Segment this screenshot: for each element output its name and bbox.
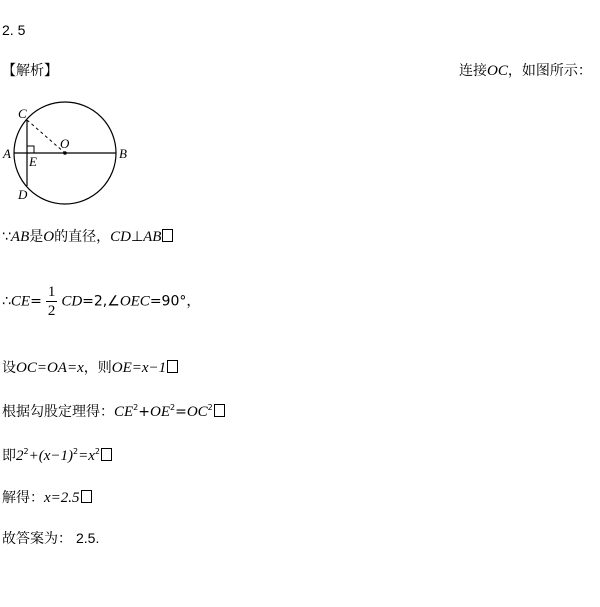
var-oec: OEC — [119, 293, 150, 310]
exp-2: 2 — [133, 403, 139, 412]
label-b: B — [119, 146, 127, 161]
var-cd: CD — [110, 229, 131, 245]
text-namely: 即 — [2, 448, 16, 464]
eq-oe: OE=x−1 — [111, 360, 167, 376]
therefore-symbol: ∴ — [2, 293, 11, 310]
final-answer: 2.5. — [76, 530, 100, 546]
placeholder-box — [162, 229, 173, 242]
fraction-den: 2 — [47, 303, 56, 319]
exp-2: 2 — [23, 447, 29, 456]
placeholder-box — [167, 360, 178, 373]
num-2: 2 — [16, 448, 24, 464]
circle-figure — [0, 98, 140, 208]
plus-sign: + — [138, 404, 150, 420]
text-pythagoras: 根据勾股定理得： — [2, 404, 114, 420]
text-let: 设 — [2, 360, 16, 376]
center-point — [63, 151, 67, 155]
eq-oc-oa: OC=OA=x — [16, 360, 84, 376]
connect-suffix: ，如图所示： — [507, 63, 592, 79]
line-1 — [2, 226, 173, 246]
placeholder-box — [101, 448, 112, 461]
text-solve: 解得： — [2, 490, 44, 506]
solution-expr: x=2.5 — [44, 490, 80, 506]
connect-note — [459, 60, 592, 80]
eq-x: =x — [78, 448, 95, 464]
label-c: C — [18, 106, 27, 121]
line-3 — [2, 357, 178, 377]
var-ab: AB — [10, 229, 30, 245]
fraction-half — [46, 283, 58, 320]
var-oc: OC — [186, 404, 208, 420]
label-o: O — [60, 136, 70, 151]
expr-x-minus-1: +(x−1) — [28, 448, 73, 464]
line-6 — [2, 487, 92, 507]
placeholder-box — [81, 490, 92, 503]
right-angle-mark — [27, 146, 34, 153]
text-answer: 故答案为： — [2, 531, 72, 547]
eq-sign: = — [30, 293, 42, 310]
var-o: O — [43, 229, 55, 245]
connect-var: OC — [487, 63, 508, 79]
label-d: D — [18, 187, 28, 202]
text-then: ，则 — [83, 360, 112, 376]
label-e: E — [29, 154, 37, 169]
line-5 — [2, 445, 112, 465]
placeholder-box — [214, 404, 225, 417]
label-a: A — [3, 146, 11, 161]
var-cd: CD — [61, 293, 83, 310]
var-ab-2: AB — [143, 229, 162, 245]
answer-value: 2. 5 — [2, 22, 26, 38]
because-symbol: ∵ — [2, 229, 11, 245]
exp-2: 2 — [73, 447, 79, 456]
text-is: 是 — [29, 229, 44, 245]
exp-2: 2 — [94, 447, 100, 456]
exp-2: 2 — [207, 403, 213, 412]
line-2 — [2, 283, 200, 320]
connect-text: 连接 — [459, 63, 487, 79]
var-ce: CE — [10, 293, 31, 310]
analysis-label: 【解析】 — [2, 63, 58, 79]
text-deg: =90°， — [149, 293, 201, 310]
var-oe: OE — [150, 404, 170, 420]
text-rest: =2,∠ — [82, 293, 120, 310]
fraction-num: 1 — [47, 284, 56, 300]
perp-symbol: ⊥ — [130, 229, 144, 245]
eq-sign: = — [175, 404, 187, 420]
line-7 — [2, 528, 99, 548]
var-ce: CE — [114, 404, 134, 420]
exp-2: 2 — [170, 403, 176, 412]
text-diameter: 的直径， — [54, 229, 111, 245]
line-4 — [2, 401, 225, 421]
